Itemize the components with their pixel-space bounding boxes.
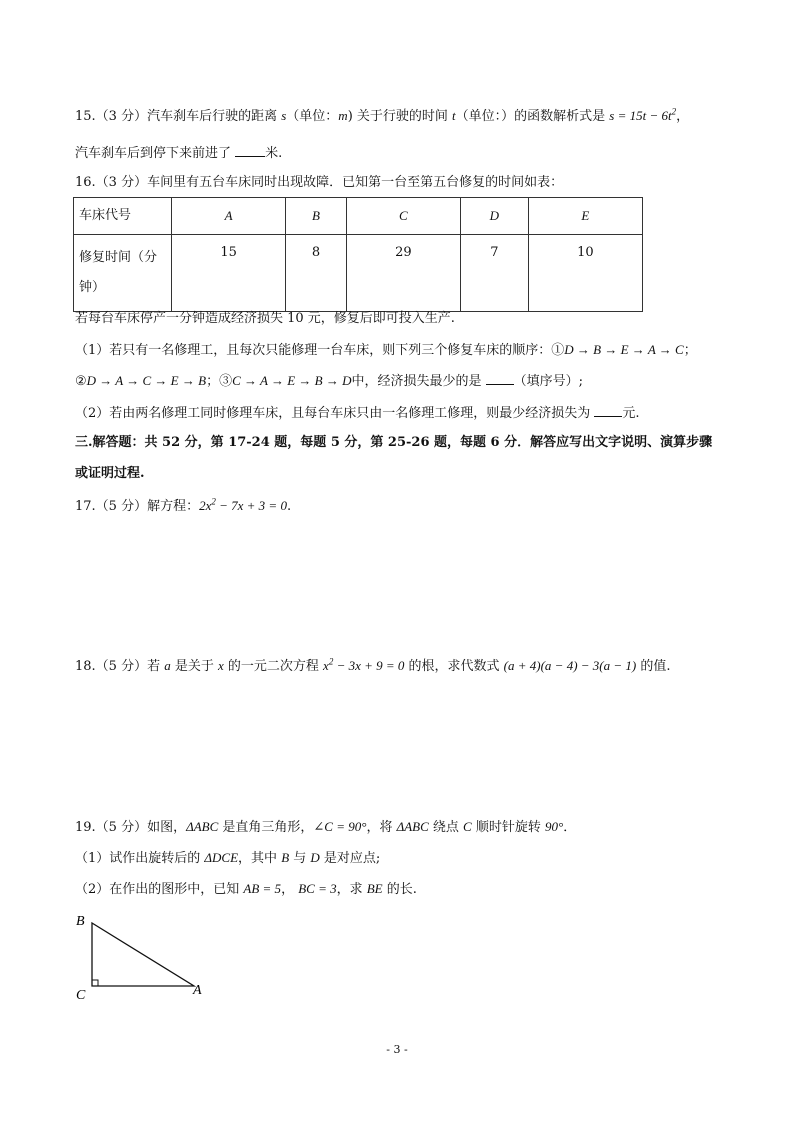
q16-part2-answer-blank [594, 404, 622, 417]
table-header-row [74, 198, 643, 235]
repair-time-table [73, 197, 643, 312]
q17: 17.（5 分）解方程：$2x^2 - 7x + 3 = 0$. [75, 496, 292, 514]
label-b: B [76, 914, 85, 929]
header-cell: E [528, 198, 642, 235]
header-cell: C [346, 198, 460, 235]
q15-line1: 15.（3 分）汽车刹车后行驶的距离 s（单位：m) 关于行驶的时间 t（单位：）的函数解析式是 $s = 15t - 6t^2$， [75, 106, 690, 124]
q15-line2: 汽车刹车后到停下来前进了 米. [75, 146, 283, 161]
value-cell: 8 [286, 235, 346, 312]
q16-part1-line1: （1）若只有一名修理工，且每次只能修理一台车床，则下列三个修复车床的顺序：①D → B → E → A → C； [75, 342, 697, 358]
header-label: 车床代号 [74, 198, 172, 235]
header-cell: A [172, 198, 286, 235]
section3-heading-line1: 三.解答题：共 52 分，第 17-24 题，每题 5 分，第 25-26 题，每题 6 分．解答应写出文字说明、演算步骤 [75, 435, 713, 450]
header-cell: B [286, 198, 346, 235]
row-label: 修复时间（分钟） [74, 235, 172, 312]
q16-part2: （2）若由两名修理工同时修理车床，且每台车床只由一名修理工修理，则最少经济损失为 元. [75, 406, 640, 421]
label-a: A [193, 983, 202, 998]
value-cell: 15 [172, 235, 286, 312]
q15-answer-blank [235, 144, 265, 157]
label-c: C [76, 988, 86, 1003]
q19-line1: 19.（5 分）如图，ΔABC 是直角三角形，∠C = 90°，将 ΔABC 绕点 C 顺时针旋转 90°． [75, 819, 577, 835]
q16-loss-note: 若每台车床停产一分钟造成经济损失 10 元，修复后即可投入生产. [75, 311, 455, 326]
right-triangle-figure [70, 905, 220, 1005]
q16-part1-line2: ②D → A → C → E → B；③C → A → E → B → D中，经济损失最少的是 （填序号）; [75, 373, 584, 389]
value-cell: 7 [461, 235, 529, 312]
page-number: - 3 - [386, 1043, 408, 1056]
q19-part2: （2）在作出的图形中，已知 AB = 5， BC = 3，求 BE 的长. [75, 881, 417, 897]
value-cell: 10 [528, 235, 642, 312]
q16-intro: 16.（3 分）车间里有五台车床同时出现故障．已知第一台至第五台修复的时间如表： [75, 175, 564, 190]
triangle-abc [92, 923, 194, 986]
q16-part1-answer-blank [486, 372, 514, 385]
table-value-row [74, 235, 643, 312]
value-cell: 29 [346, 235, 460, 312]
section3-heading-line2: 或证明过程. [75, 466, 145, 481]
q19-part1: （1）试作出旋转后的 ΔDCE，其中 B 与 D 是对应点; [75, 850, 381, 866]
right-angle-marker [92, 980, 98, 986]
header-cell: D [461, 198, 529, 235]
q18: 18.（5 分）若 a 是关于 x 的一元二次方程 $x^2 - 3x + 9 = 0$ 的根，求代数式 (a + 4)(a − 4) − 3(a − 1) 的值. [75, 656, 671, 674]
